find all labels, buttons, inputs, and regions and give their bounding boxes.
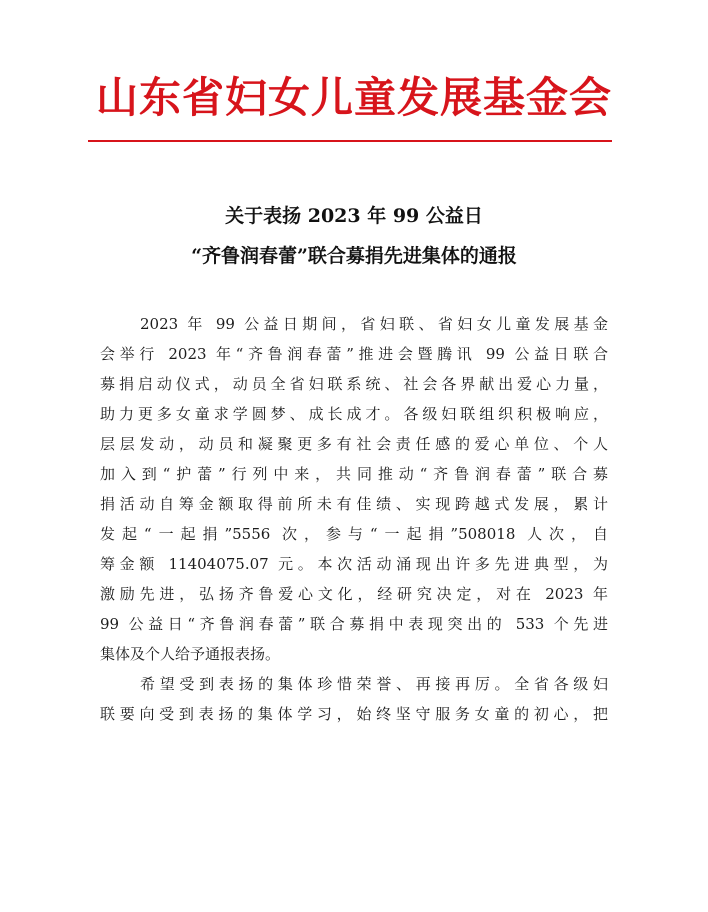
paragraph-2-line-2: 联要向受到表扬的集体学习，始终坚守服务女童的初心，把	[100, 705, 608, 723]
paragraph-1-line-10: 激励先进，弘扬齐鲁爱心文化，经研究决定，对在 2023 年	[100, 585, 608, 603]
paragraph-1-line-6: 加入到“护蕾”行列中来，共同推动“齐鲁润春蕾”联合募	[100, 465, 608, 483]
paragraph-1-line-2: 会举行 2023 年“齐鲁润春蕾”推进会暨腾讯 99 公益日联合	[100, 345, 608, 363]
paragraph-1-line-12: 集体及个人给予通报表扬。	[100, 645, 281, 663]
paragraph-1-line-1: 2023 年 99 公益日期间，省妇联、省妇女儿童发展基金	[140, 315, 608, 333]
document-title-line-1: 关于表扬 2023 年 99 公益日	[225, 205, 483, 227]
paragraph-1-line-3: 募捐启动仪式，动员全省妇联系统、社会各界献出爱心力量，	[100, 375, 608, 393]
letterhead-red-rule	[88, 140, 612, 142]
paragraph-1-line-4: 助力更多女童求学圆梦、成长成才。各级妇联组织积极响应，	[100, 405, 608, 423]
paragraph-1-line-9: 筹金额 11404075.07 元。本次活动涌现出许多先进典型，为	[100, 555, 608, 573]
paragraph-1-line-5: 层层发动，动员和凝聚更多有社会责任感的爱心单位、个人	[100, 435, 608, 453]
paragraph-1-line-11: 99 公益日“齐鲁润春蕾”联合募捐中表现突出的 533 个先进	[100, 615, 608, 633]
paragraph-1-line-7: 捐活动自筹金额取得前所未有佳绩、实现跨越式发展，累计	[100, 495, 608, 513]
paragraph-1-line-8: 发起“一起捐”5556 次，参与“一起捐”508018 人次，自	[100, 525, 608, 543]
letterhead-org-name: 山东省妇女儿童发展基金会	[95, 73, 612, 122]
document-title-line-2: “齐鲁润春蕾”联合募捐先进集体的通报	[191, 245, 517, 267]
paragraph-2-line-1: 希望受到表扬的集体珍惜荣誉、再接再厉。全省各级妇	[140, 675, 608, 693]
